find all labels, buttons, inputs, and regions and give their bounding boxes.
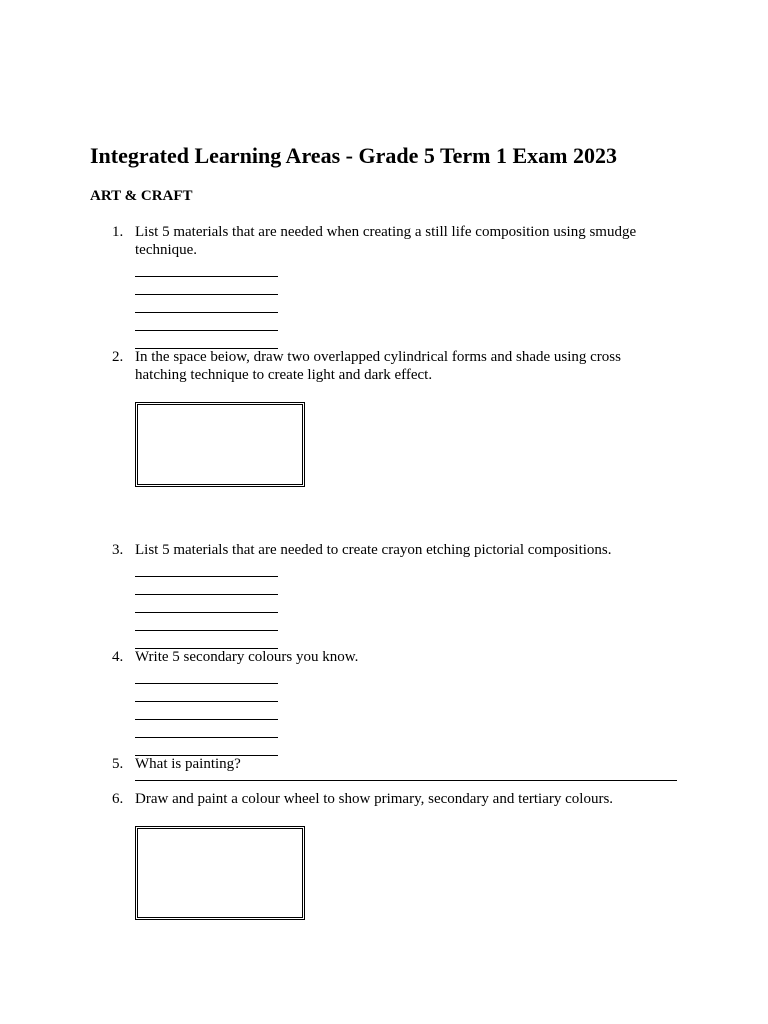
answer-line[interactable] [135, 773, 677, 781]
question-2 [112, 348, 672, 384]
question-number: 5. [112, 756, 124, 772]
answer-line[interactable] [135, 331, 278, 349]
answer-line[interactable] [135, 666, 278, 684]
answer-line[interactable] [135, 631, 278, 649]
answer-line[interactable] [135, 613, 278, 631]
question-number: 2. [112, 349, 124, 365]
answer-line[interactable] [135, 295, 278, 313]
answer-line[interactable] [135, 702, 278, 720]
document-title: Integrated Learning Areas - Grade 5 Term 1 Exam 2023 [90, 143, 617, 168]
answer-line[interactable] [135, 259, 278, 277]
answer-line[interactable] [135, 559, 278, 577]
question-number: 4. [112, 649, 124, 665]
question-number: 6. [112, 791, 124, 807]
drawing-box[interactable] [135, 402, 305, 487]
drawing-box[interactable] [135, 826, 305, 920]
question-text: Write 5 secondary colours you know. [135, 649, 359, 665]
answer-line[interactable] [135, 577, 278, 595]
question-text: What is painting? [135, 756, 241, 772]
question-number: 1. [112, 224, 124, 240]
answer-line[interactable] [135, 684, 278, 702]
answer-line[interactable] [135, 313, 278, 331]
question-text: In the space beiow, draw two overlapped cylindrical forms and shade using cross hatching technique to create light and dark effect. [135, 349, 621, 383]
question-text: List 5 materials that are needed when creating a still life composition using smudge technique. [135, 224, 637, 258]
answer-line[interactable] [135, 277, 278, 295]
answer-line[interactable] [135, 738, 278, 756]
section-heading: ART & CRAFT [90, 188, 193, 204]
question-1 [112, 223, 672, 349]
answer-line[interactable] [135, 720, 278, 738]
question-5 [112, 755, 672, 781]
question-text: List 5 materials that are needed to create crayon etching pictorial compositions. [135, 542, 612, 558]
answer-line[interactable] [135, 595, 278, 613]
question-number: 3. [112, 542, 124, 558]
question-4 [112, 648, 672, 756]
question-text: Draw and paint a colour wheel to show primary, secondary and tertiary colours. [135, 791, 614, 807]
question-3 [112, 541, 672, 649]
question-6 [112, 790, 672, 808]
